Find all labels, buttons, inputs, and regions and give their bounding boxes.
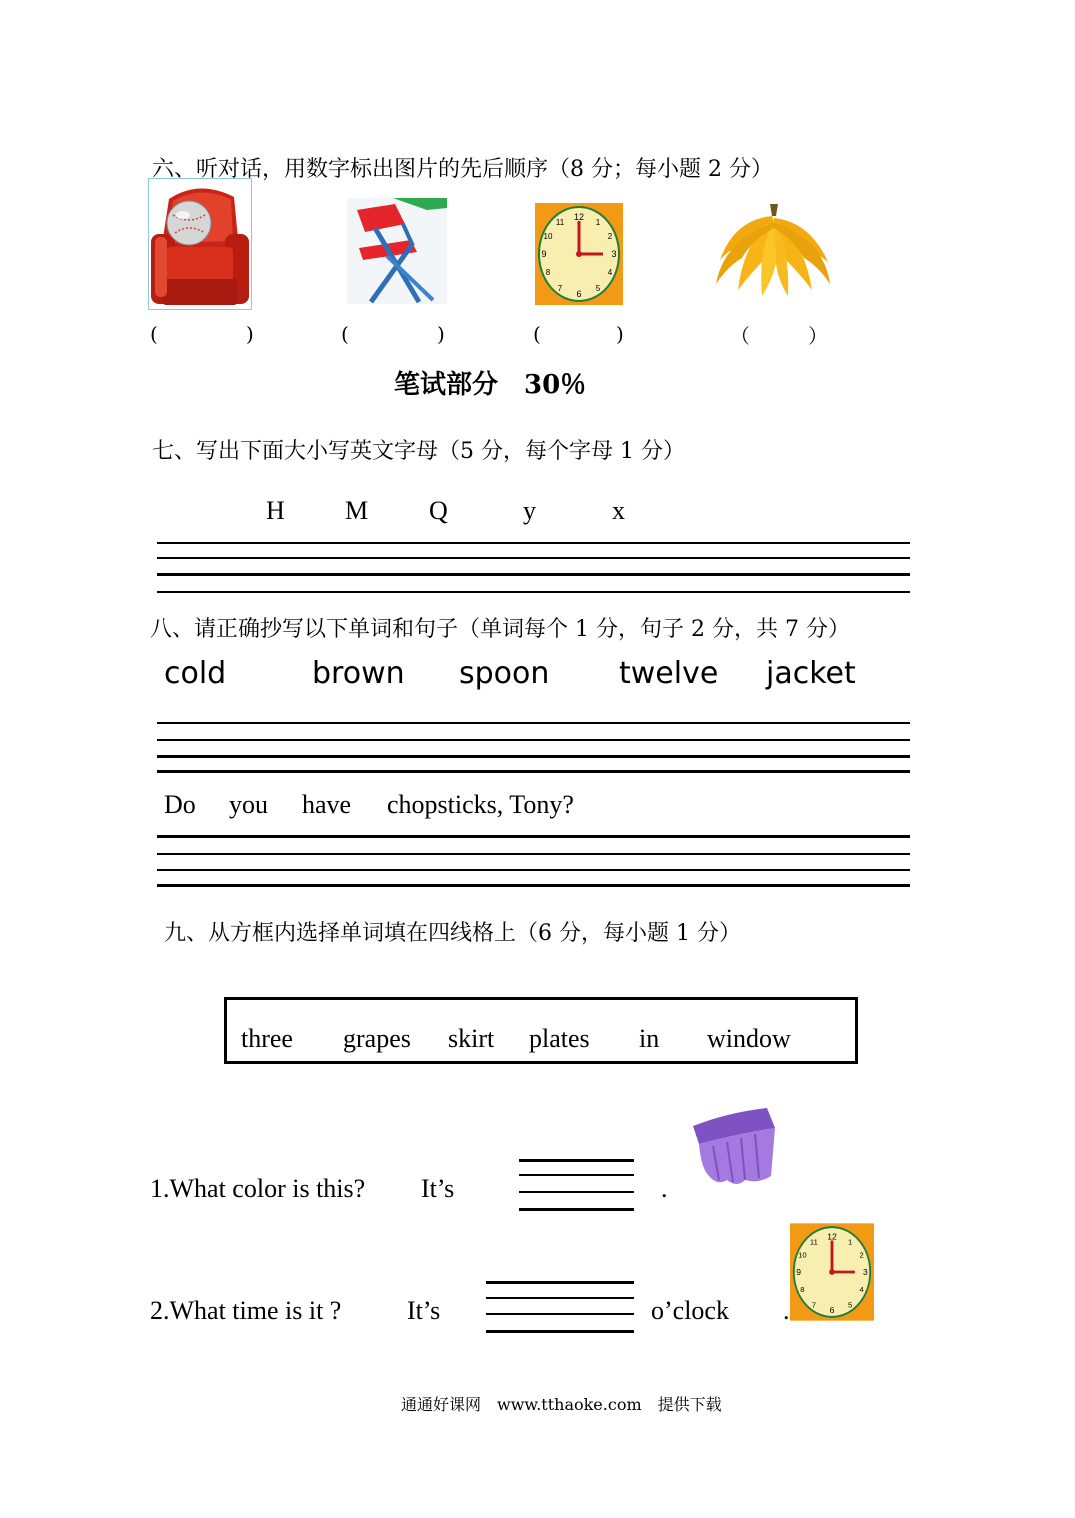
svg-text:10: 10 [798, 1250, 807, 1260]
folding-chair-icon [347, 198, 447, 304]
letter-1: H [266, 496, 285, 525]
armchair-image [148, 178, 252, 310]
svg-text:2: 2 [607, 232, 613, 241]
answer-line [519, 1191, 634, 1193]
four-line-grid-line [157, 884, 910, 887]
word-bank-item: skirt [448, 1024, 495, 1053]
letter-5: x [612, 496, 625, 525]
clock-image [535, 203, 623, 305]
four-line-grid-line [157, 591, 910, 593]
section8-title: 八、请正确抄写以下单词和句子（单词每个 1 分，句子 2 分，共 7 分） [150, 617, 850, 642]
sentence-word-4: chopsticks, Tony? [387, 790, 574, 819]
four-line-grid-line [157, 869, 910, 871]
svg-text:4: 4 [607, 268, 613, 277]
armchair-with-baseball-icon [149, 179, 251, 309]
section6-title: 六、听对话，用数字标出图片的先后顺序（8 分；每小题 2 分） [152, 157, 773, 182]
svg-text:5: 5 [595, 284, 601, 293]
four-line-grid-line [157, 542, 910, 544]
question-2-prompt: 2.What time is it ? [150, 1296, 342, 1325]
answer-paren-close-3: ) [616, 322, 624, 346]
svg-text:11: 11 [555, 218, 565, 227]
four-line-grid-line [157, 573, 910, 576]
answer-paren-close-2: ) [437, 322, 445, 346]
answer-line [519, 1208, 634, 1211]
four-line-grid-line [157, 755, 910, 758]
purple-skirt-icon [689, 1106, 775, 1188]
svg-text:7: 7 [811, 1300, 816, 1310]
sentence-word-2: you [229, 790, 268, 819]
svg-text:4: 4 [859, 1285, 864, 1295]
word-bank-item: three [241, 1024, 293, 1053]
svg-text:6: 6 [576, 289, 582, 299]
svg-text:9: 9 [541, 249, 547, 259]
word-bank-item: grapes [343, 1024, 411, 1053]
answer-line [486, 1330, 634, 1333]
clock-three-oclock-icon [535, 203, 623, 305]
copy-word-5: jacket [766, 656, 856, 691]
four-line-grid-line [157, 770, 910, 773]
four-line-grid-line [157, 557, 910, 559]
copy-word-1: cold [164, 656, 227, 691]
svg-text:2: 2 [859, 1250, 864, 1260]
answer-line [519, 1174, 634, 1176]
bananas-icon [714, 200, 832, 300]
four-line-grid-line [157, 722, 910, 724]
svg-text:8: 8 [545, 268, 551, 277]
section7-title: 七、写出下面大小写英文字母（5 分，每个字母 1 分） [152, 439, 685, 464]
section9-title: 九、从方框内选择单词填在四线格上（6 分，每小题 1 分） [164, 921, 741, 946]
letter-2: M [345, 496, 369, 525]
answer-paren-open-1: ( [150, 322, 158, 346]
answer-paren-open-2: ( [341, 322, 349, 346]
clock-image-2 [790, 1223, 874, 1321]
four-line-grid-line [157, 739, 910, 741]
written-part-heading: 笔试部分 30％ [394, 370, 587, 400]
copy-word-2: brown [312, 656, 405, 691]
answer-line [486, 1313, 634, 1315]
question-1-end: . [661, 1174, 668, 1203]
svg-text:10: 10 [543, 232, 553, 241]
svg-text:12: 12 [827, 1231, 837, 1242]
svg-text:1: 1 [595, 218, 601, 227]
bananas-image [714, 200, 832, 300]
answer-paren-close-1: ) [246, 322, 254, 346]
svg-text:11: 11 [809, 1237, 818, 1247]
answer-line [486, 1297, 634, 1299]
four-line-grid-line [157, 853, 910, 855]
answer-paren-open-3: ( [533, 322, 541, 346]
question-1-prompt: 1.What color is this? [150, 1174, 366, 1203]
svg-text:3: 3 [611, 249, 617, 259]
copy-word-3: spoon [459, 656, 550, 691]
svg-text:12: 12 [573, 212, 585, 222]
svg-text:8: 8 [800, 1285, 805, 1295]
svg-text:9: 9 [796, 1266, 801, 1277]
question-2-answer-prefix: It’s [407, 1296, 441, 1325]
question-2-suffix: o’clock [651, 1296, 729, 1325]
svg-text:3: 3 [863, 1266, 868, 1277]
word-bank-item: window [707, 1024, 791, 1053]
svg-text:6: 6 [829, 1305, 835, 1316]
folding-chair-image [347, 198, 447, 304]
word-bank-item: plates [529, 1024, 590, 1053]
sentence-word-1: Do [164, 790, 196, 819]
svg-text:7: 7 [557, 284, 563, 293]
word-bank-item: in [639, 1024, 660, 1053]
answer-line [519, 1159, 634, 1162]
question-2-end: . [783, 1296, 790, 1325]
sentence-word-3: have [302, 790, 352, 819]
clock-three-oclock-icon [790, 1223, 874, 1321]
question-1-answer-prefix: It’s [421, 1174, 455, 1203]
answer-paren-close-4: ） [808, 324, 828, 348]
four-line-grid-line [157, 835, 910, 838]
footer-credit: 通通好课网 www.tthaoke.com 提供下载 [401, 1395, 722, 1414]
letter-3: Q [429, 496, 448, 525]
svg-text:5: 5 [848, 1300, 853, 1310]
answer-line [486, 1281, 634, 1284]
answer-paren-open-4: （ [730, 324, 750, 348]
svg-text:1: 1 [848, 1237, 853, 1247]
skirt-image [689, 1106, 775, 1188]
letter-4: y [523, 496, 536, 525]
copy-word-4: twelve [619, 656, 719, 691]
